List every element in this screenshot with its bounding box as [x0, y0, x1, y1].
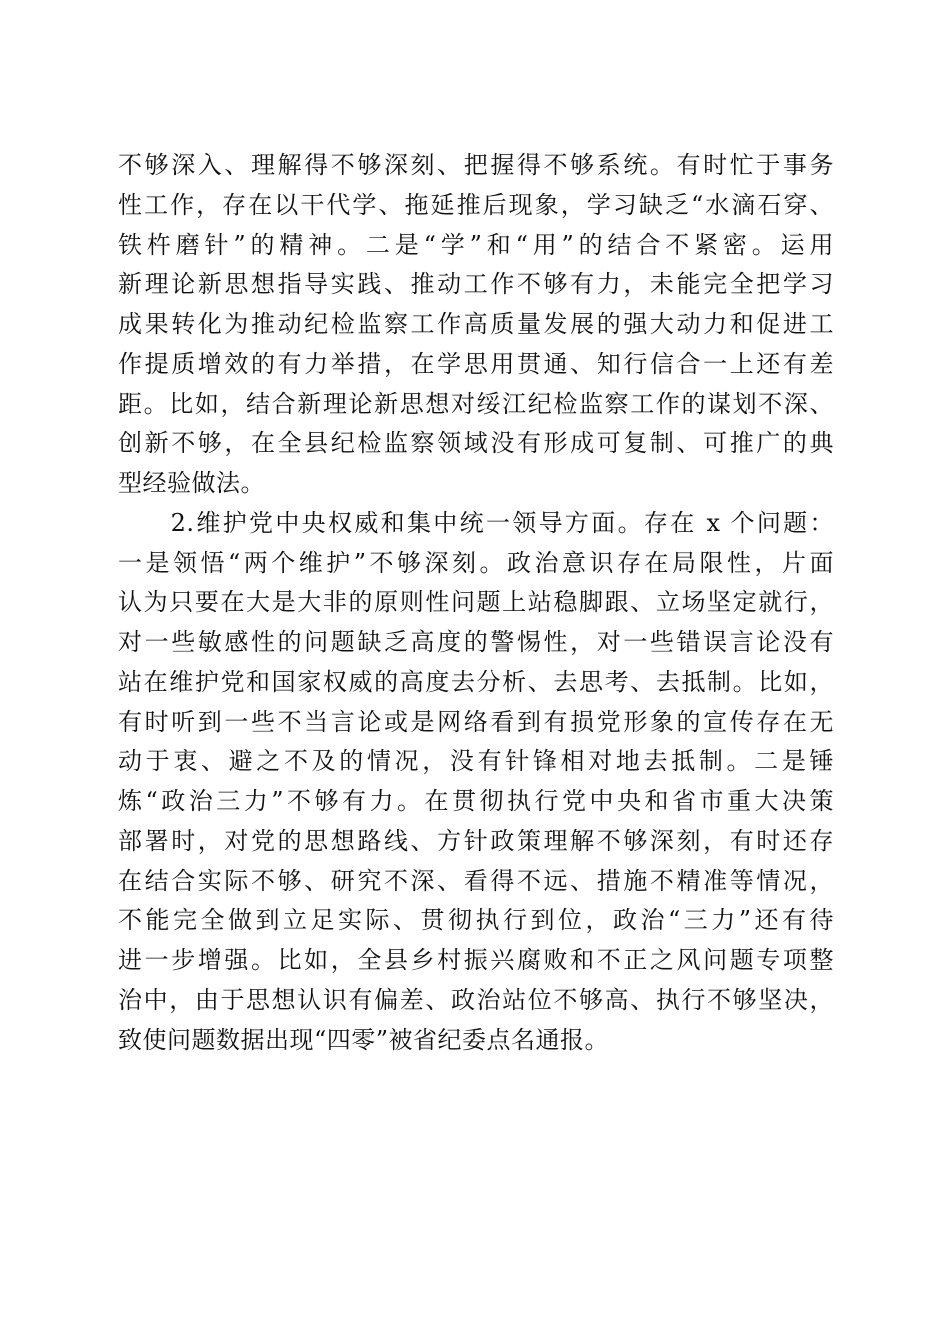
text-line: 新理论新思想指导实践、推动工作不够有力，未能完全把学习	[118, 270, 834, 299]
document-body	[118, 146, 834, 1060]
text-line: 部署时，对党的思想路线、方针政策理解不够深刻，有时还存	[118, 826, 834, 855]
text-line: 成果转化为推动纪检监察工作高质量发展的强大动力和促进工	[118, 310, 834, 338]
text-line: 作提质增效的有力举措，在学思用贯通、知行信合一上还有差	[118, 349, 834, 378]
text-line: 一是领悟“两个维护”不够深刻。政治意识存在局限性，片面	[118, 548, 834, 577]
text-line: 铁杵磨针”的精神。二是“学”和“用”的结合不紧密。运用	[118, 230, 834, 259]
paragraph-heading-line: 2.维护党中央权威和集中统一领导方面。存在 x 个问题：	[118, 508, 834, 537]
text-line: 不够深入、理解得不够深刻、把握得不够系统。有时忙于事务	[118, 151, 834, 179]
text-line: 有时听到一些不当言论或是网络看到有损党形象的宣传存在无	[118, 707, 834, 736]
paragraph-end-line: 致使问题数据出现“四零”被省纪委点名通报。	[118, 1025, 610, 1054]
text-line: 动于衷、避之不及的情况，没有针锋相对地去抵制。二是锤	[118, 747, 834, 776]
text-line: 进一步增强。比如，全县乡村振兴腐败和不正之风问题专项整	[118, 946, 834, 974]
text-line: 不能完全做到立足实际、贯彻执行到位，政治“三力”还有待	[118, 906, 834, 935]
text-line: 炼“政治三力”不够有力。在贯彻执行党中央和省市重大决策	[118, 787, 834, 815]
text-line: 站在维护党和国家权威的高度去分析、去思考、去抵制。比如，	[118, 667, 834, 696]
text-line: 认为只要在大是大非的原则性问题上站稳脚跟、立场坚定就行，	[118, 588, 834, 617]
text-line: 创新不够，在全县纪检监察领域没有形成可复制、可推广的典	[118, 429, 834, 458]
paragraph-end-line: 型经验做法。	[118, 469, 265, 497]
text-line: 距。比如，结合新理论新思想对绥江纪检监察工作的谋划不深、	[118, 389, 834, 418]
text-line: 对一些敏感性的问题缺乏高度的警惕性，对一些错误言论没有	[118, 628, 834, 656]
text-line: 性工作，存在以干代学、拖延推后现象，学习缺乏“水滴石穿、	[118, 190, 834, 219]
text-line: 在结合实际不够、研究不深、看得不远、措施不精准等情况，	[118, 866, 834, 895]
text-line: 治中，由于思想认识有偏差、政治站位不够高、执行不够坚决，	[118, 985, 834, 1014]
